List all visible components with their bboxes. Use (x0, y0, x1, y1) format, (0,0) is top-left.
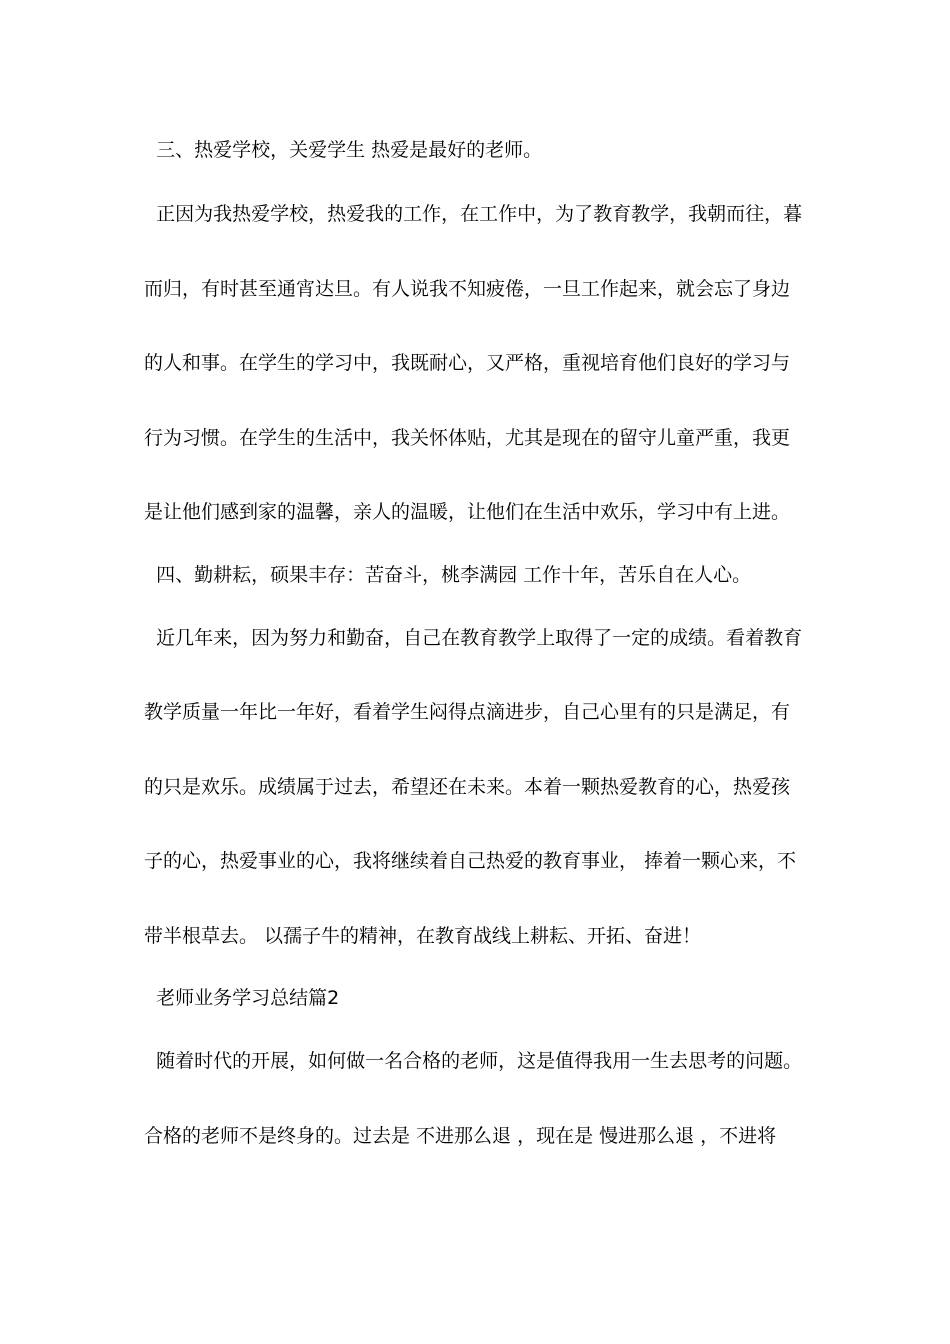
paragraph-line: 带半根草去。 以孺子牛的精神，在教育战线上耕耘、开拓、奋进！ (144, 925, 702, 947)
article-title: 老师业务学习总结篇2 (144, 987, 340, 1009)
paragraph-line: 随着时代的开展，如何做一名合格的老师，这是值得我用一生去思考的问题。 (144, 1050, 803, 1072)
paragraph-line: 教学质量一年比一年好，看着学生闷得点滴进步，自己心里有的只是满足，有 (144, 701, 791, 723)
paragraph-line: 的人和事。在学生的学习中，我既耐心，又严格，重视培育他们良好的学习与 (144, 352, 791, 374)
heading-section-4: 四、勤耕耘，硕果丰存：苦奋斗，桃李满园 工作十年，苦乐自在人心。 (144, 564, 752, 586)
paragraph-line: 而归，有时甚至通宵达旦。有人说我不知疲倦，一旦工作起来，就会忘了身边 (144, 278, 791, 300)
paragraph-line: 的只是欢乐。成绩属于过去，希望还在未来。本着一颗热爱教育的心，热爱孩 (144, 776, 791, 798)
heading-section-3: 三、热爱学校，关爱学生 热爱是最好的老师。 (144, 139, 543, 161)
paragraph-line: 子的心，热爱事业的心，我将继续着自己热爱的教育事业， 捧着一颗心来，不 (144, 850, 797, 872)
paragraph-line: 行为习惯。在学生的生活中，我关怀体贴，尤其是现在的留守儿童严重，我更 (144, 427, 791, 449)
paragraph-line: 是让他们感到家的温馨，亲人的温暖，让他们在生活中欢乐，学习中有上进。 (144, 501, 791, 523)
paragraph-line: 合格的老师不是终身的。过去是 不进那么退 ，现在是 慢进那么退 ，不进将 (144, 1125, 777, 1147)
paragraph-line: 正因为我热爱学校，热爱我的工作，在工作中，为了教育教学，我朝而往，暮 (144, 203, 803, 225)
paragraph-line: 近几年来，因为努力和勤奋，自己在教育教学上取得了一定的成绩。看着教育 (144, 627, 803, 649)
